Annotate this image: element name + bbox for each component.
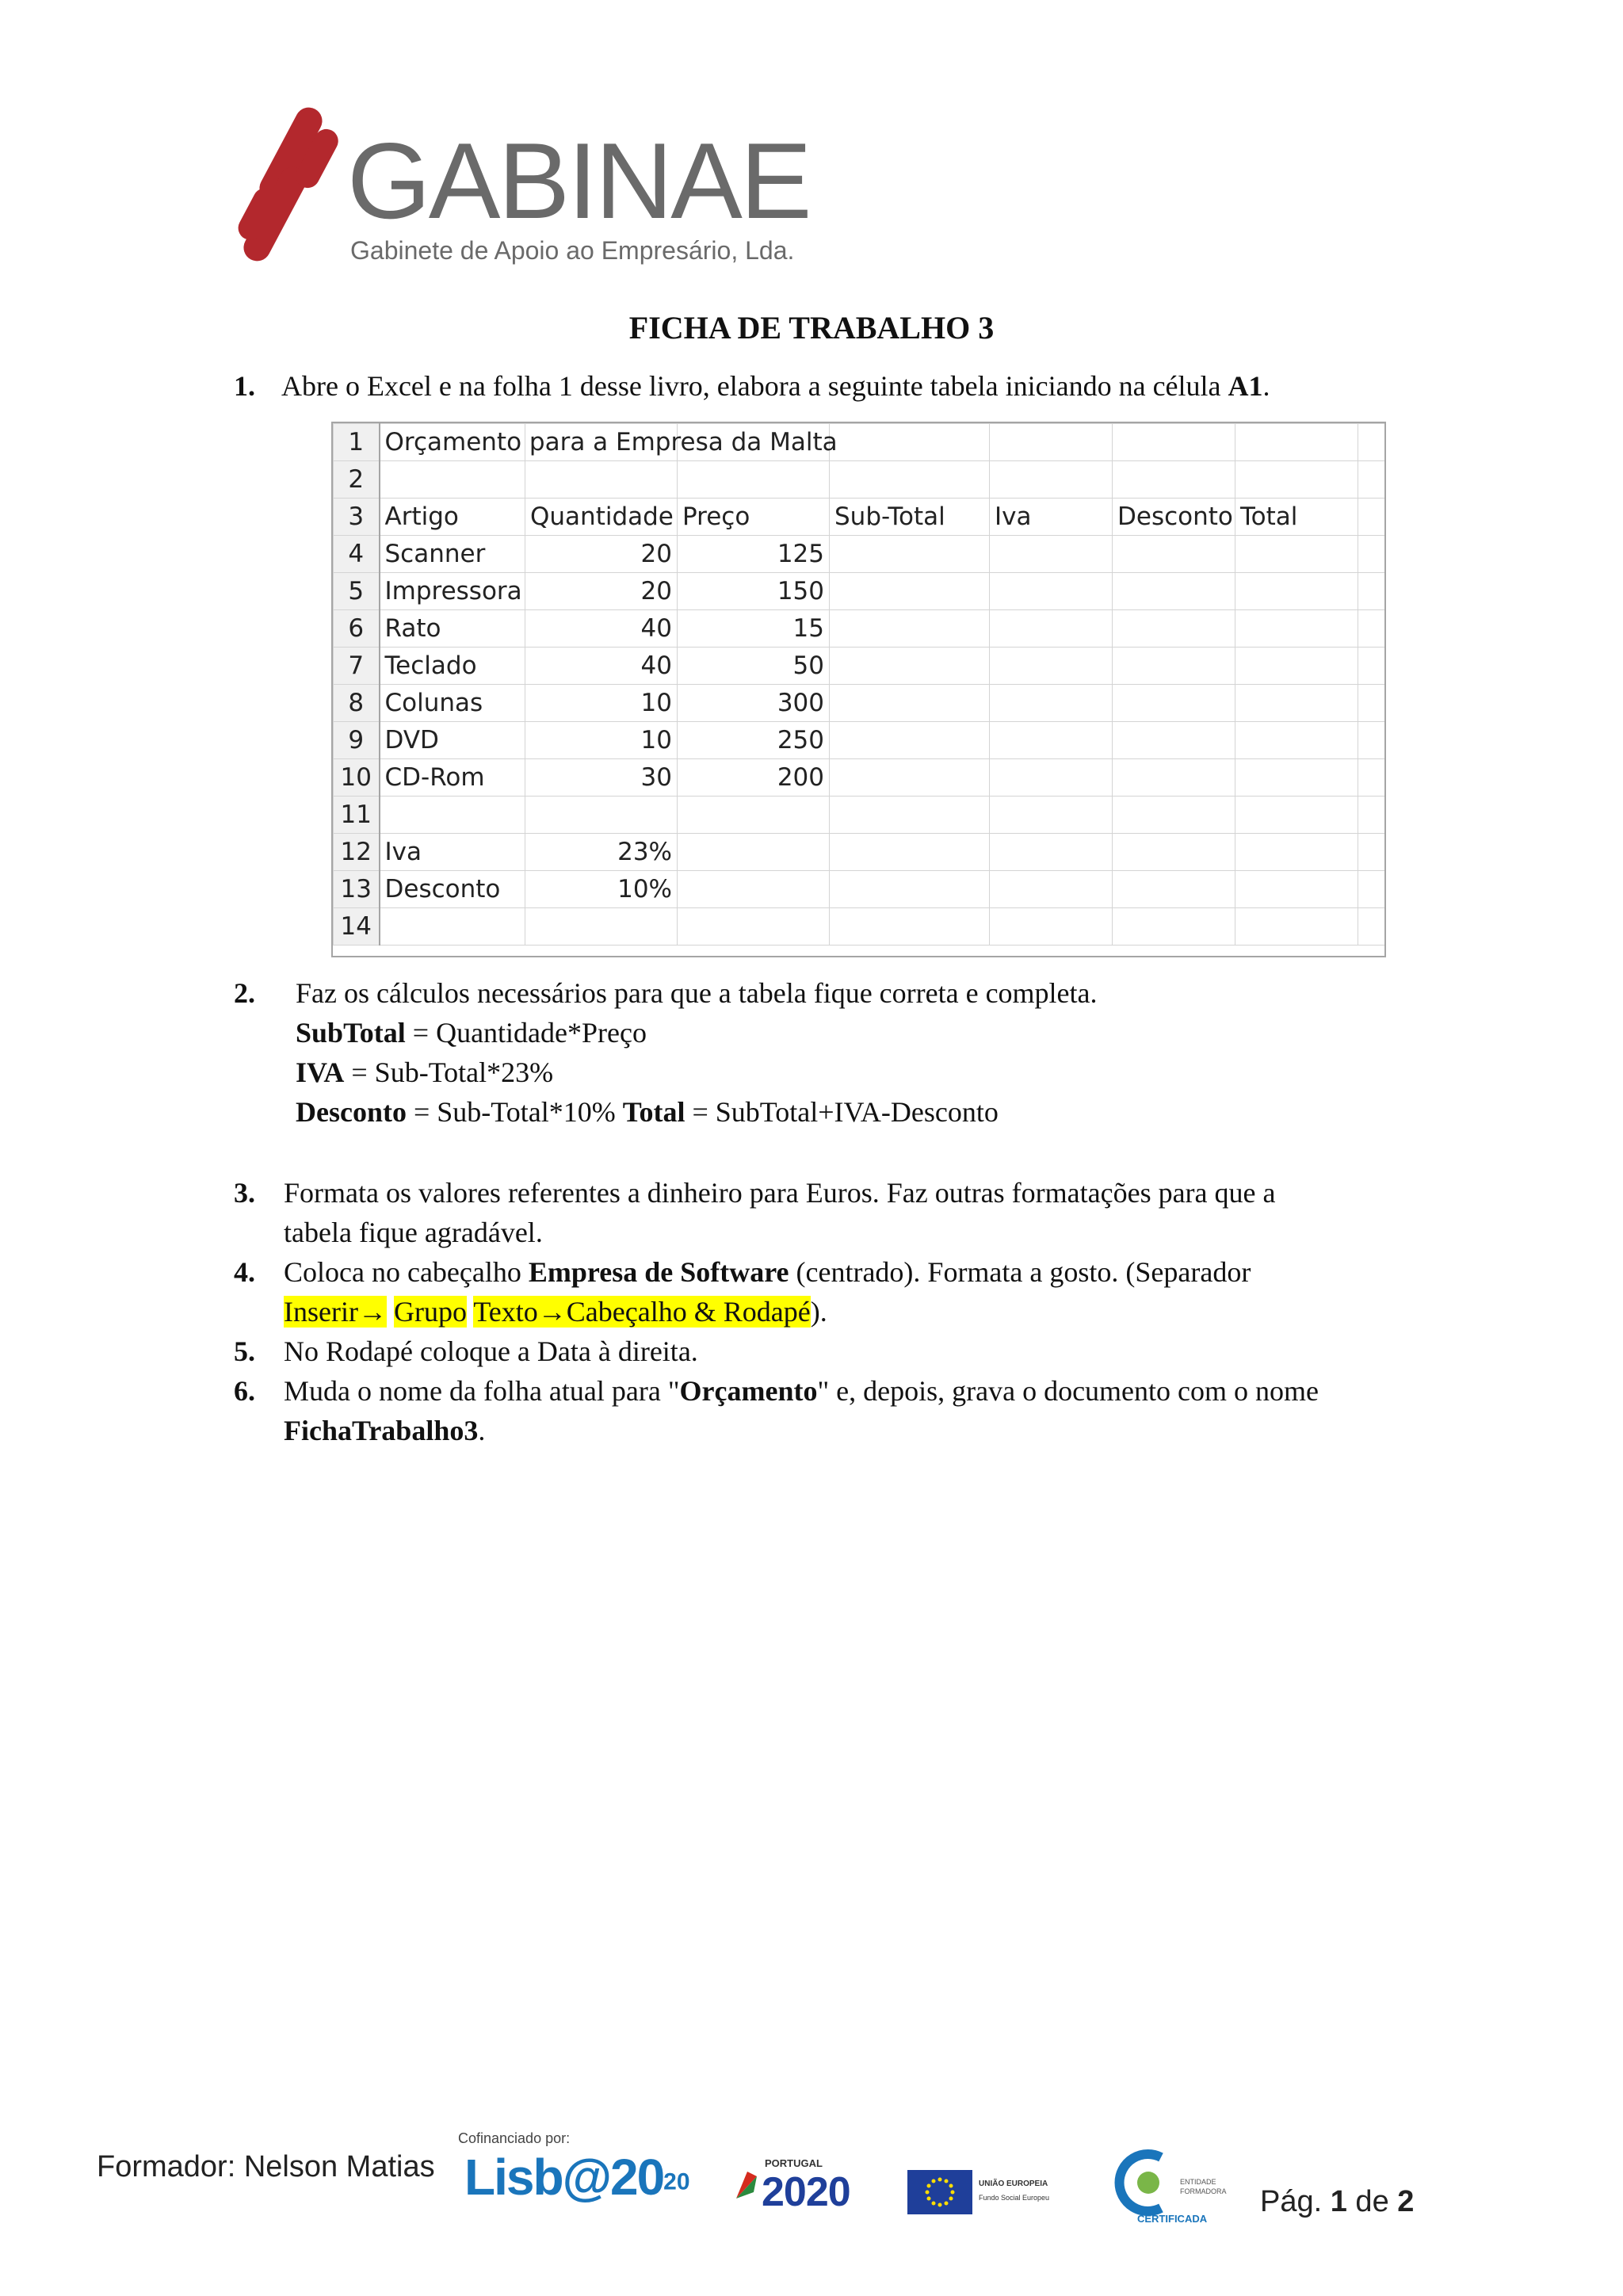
page-total: 2 bbox=[1397, 2185, 1415, 2218]
sheet-cell bbox=[990, 834, 1113, 871]
page-pre: Pág. bbox=[1260, 2185, 1331, 2218]
cert-label-1: ENTIDADE bbox=[1180, 2178, 1216, 2186]
sheet-cell bbox=[678, 834, 830, 871]
sheet-cell bbox=[525, 461, 678, 499]
row-header: 12 bbox=[334, 834, 380, 871]
sheet-cell bbox=[1235, 797, 1358, 834]
sheet-cell bbox=[1113, 610, 1235, 648]
sheet-cell: 50 bbox=[678, 648, 830, 685]
sheet-cell-empty bbox=[1358, 908, 1387, 946]
sheet-cell-empty bbox=[1358, 610, 1387, 648]
sheet-cell bbox=[830, 610, 990, 648]
eu-label-2: Fundo Social Europeu bbox=[979, 2194, 1050, 2202]
sheet-cell: 150 bbox=[678, 573, 830, 610]
sheet-cell: 30 bbox=[525, 759, 678, 797]
item-6-pre: Muda o nome da folha atual para " bbox=[284, 1375, 680, 1407]
sheet-row bbox=[334, 685, 1387, 722]
sheet-cell: 20 bbox=[525, 536, 678, 573]
sheet-cell bbox=[1235, 648, 1358, 685]
row-header: 1 bbox=[334, 424, 380, 461]
sheet-cell bbox=[1235, 871, 1358, 908]
sheet-cell bbox=[1113, 573, 1235, 610]
item-4-end: ). bbox=[810, 1296, 827, 1328]
formula-subtotal-expr: = Quantidade*Preço bbox=[405, 1017, 647, 1049]
sheet-cell: Quantidade bbox=[525, 499, 678, 536]
sheet-cell: Colunas bbox=[380, 685, 525, 722]
item-2-text: Faz os cálculos necessários para que a tabela fique correta e completa. bbox=[296, 977, 1098, 1009]
sheet-cell-empty bbox=[1358, 499, 1387, 536]
sheet-cell: 15 bbox=[678, 610, 830, 648]
sheet-row bbox=[334, 908, 1387, 946]
item-1-pre: Abre o Excel e na folha 1 desse livro, elabora a seguinte tabela iniciando na célula bbox=[281, 370, 1228, 402]
sheet-cell bbox=[990, 871, 1113, 908]
sheet-cell: Sub-Total bbox=[830, 499, 990, 536]
lisboa-2020-logo bbox=[464, 2148, 702, 2219]
sheet-cell bbox=[830, 834, 990, 871]
row-header: 10 bbox=[334, 759, 380, 797]
item-6-end: . bbox=[478, 1415, 486, 1446]
sheet-cell bbox=[1113, 461, 1235, 499]
sheet-cell: Iva bbox=[990, 499, 1113, 536]
formula-iva bbox=[296, 1052, 553, 1092]
sheet-cell: Iva bbox=[380, 834, 525, 871]
sheet-cell bbox=[830, 871, 990, 908]
sheet-cell: Artigo bbox=[380, 499, 525, 536]
highlight-inserir bbox=[284, 1296, 387, 1328]
logo-wordmark: GABINAE bbox=[347, 120, 810, 241]
item-1-text bbox=[281, 366, 1270, 406]
logo-tagline: Gabinete de Apoio ao Empresário, Lda. bbox=[350, 236, 795, 265]
sheet-cell bbox=[1113, 797, 1235, 834]
sheet-cell: 40 bbox=[525, 610, 678, 648]
sheet-cell: 20 bbox=[525, 573, 678, 610]
sheet-cell bbox=[525, 908, 678, 946]
sheet-cell: 10 bbox=[525, 685, 678, 722]
gabinae-logo bbox=[230, 95, 810, 285]
portugal-small-label: PORTUGAL bbox=[765, 2157, 823, 2169]
hl-texto-text: Texto bbox=[473, 1296, 538, 1328]
sheet-row bbox=[334, 759, 1387, 797]
sheet-cell bbox=[678, 461, 830, 499]
sheet-cell bbox=[990, 759, 1113, 797]
row-header: 4 bbox=[334, 536, 380, 573]
sheet-row bbox=[334, 834, 1387, 871]
sheet-row bbox=[334, 871, 1387, 908]
row-header: 2 bbox=[334, 461, 380, 499]
sheet-cell bbox=[830, 536, 990, 573]
item-1-cell: A1 bbox=[1228, 370, 1263, 402]
lisboa-2020-sup: 20 bbox=[663, 2168, 690, 2195]
item-4-pre: Coloca no cabeçalho bbox=[284, 1256, 529, 1288]
sheet-cell bbox=[678, 797, 830, 834]
sheet-cell bbox=[830, 648, 990, 685]
item-5-text: No Rodapé coloque a Data à direita. bbox=[284, 1335, 698, 1367]
sheet-cell: 10% bbox=[525, 871, 678, 908]
sheet-cell: 40 bbox=[525, 648, 678, 685]
sheet-cell-empty bbox=[1358, 461, 1387, 499]
page-mid: de bbox=[1346, 2185, 1398, 2218]
item-2-number: 2. bbox=[234, 977, 255, 1009]
sheet-cell bbox=[1235, 722, 1358, 759]
sheet-cell bbox=[1113, 908, 1235, 946]
sheet-cell bbox=[990, 908, 1113, 946]
page-title: FICHA DE TRABALHO 3 bbox=[628, 310, 995, 346]
sheet-cell: 300 bbox=[678, 685, 830, 722]
item-4-line-1 bbox=[284, 1252, 1251, 1292]
sheet-cell bbox=[1113, 648, 1235, 685]
sheet-cell bbox=[1235, 759, 1358, 797]
item-6-line-1 bbox=[284, 1371, 1319, 1411]
item-3-line-1: Formata os valores referentes a dinheiro para Euros. Faz outras formatações para que a bbox=[284, 1177, 1276, 1209]
sheet-cell bbox=[1235, 424, 1358, 461]
sheet-row bbox=[334, 722, 1387, 759]
item-3-number: 3. bbox=[234, 1177, 255, 1209]
sheet-cell bbox=[678, 908, 830, 946]
sheet-cell bbox=[1235, 573, 1358, 610]
sheet-cell bbox=[1235, 908, 1358, 946]
row-header: 11 bbox=[334, 797, 380, 834]
sheet-cell bbox=[990, 573, 1113, 610]
sheet-cell bbox=[990, 461, 1113, 499]
sheet-cell: Rato bbox=[380, 610, 525, 648]
sheet-cell bbox=[990, 424, 1113, 461]
footer-trainer: Formador: Nelson Matias bbox=[97, 2150, 435, 2183]
page-number bbox=[1260, 2185, 1414, 2219]
sheet-cell bbox=[830, 797, 990, 834]
sheet-cell bbox=[1113, 685, 1235, 722]
sheet-cell: Teclado bbox=[380, 648, 525, 685]
sheet-row bbox=[334, 610, 1387, 648]
sheet-cell bbox=[830, 685, 990, 722]
sheet-cell bbox=[1235, 536, 1358, 573]
hl-inserir-text: Inserir bbox=[284, 1296, 358, 1328]
excel-grid bbox=[333, 423, 1386, 946]
arrow-right-icon: → bbox=[357, 1296, 387, 1328]
sheet-cell-empty bbox=[1358, 573, 1387, 610]
sheet-cell: Desconto bbox=[1113, 499, 1235, 536]
sheet-cell-empty bbox=[1358, 685, 1387, 722]
item-4-bold: Empresa de Software bbox=[528, 1256, 789, 1288]
row-header: 3 bbox=[334, 499, 380, 536]
item-6-bold-1: Orçamento bbox=[679, 1375, 818, 1407]
sheet-cell bbox=[380, 461, 525, 499]
formula-desconto-total bbox=[296, 1092, 999, 1132]
item-1-post: . bbox=[1262, 370, 1270, 402]
sheet-cell bbox=[1235, 461, 1358, 499]
cert-label-2: FORMADORA bbox=[1180, 2187, 1227, 2195]
sheet-cell bbox=[380, 908, 525, 946]
sheet-row bbox=[334, 461, 1387, 499]
formula-desconto-label: Desconto bbox=[296, 1096, 407, 1128]
row-header: 9 bbox=[334, 722, 380, 759]
sheet-cell: 250 bbox=[678, 722, 830, 759]
item-1-number: 1. bbox=[234, 370, 255, 402]
sheet-cell bbox=[830, 424, 990, 461]
portugal-flag-icon bbox=[733, 2168, 760, 2202]
item-4-number: 4. bbox=[234, 1256, 255, 1288]
sheet-row bbox=[334, 499, 1387, 536]
sheet-cell: Orçamento para a Empresa da Malta bbox=[380, 424, 525, 461]
entidade-certificada-logo bbox=[1113, 2146, 1232, 2225]
row-header: 7 bbox=[334, 648, 380, 685]
sheet-cell bbox=[1235, 834, 1358, 871]
row-header: 5 bbox=[334, 573, 380, 610]
sheet-cell: 125 bbox=[678, 536, 830, 573]
sheet-cell-empty bbox=[1358, 759, 1387, 797]
portugal-2020-logo bbox=[733, 2157, 884, 2221]
formula-iva-expr: = Sub-Total*23% bbox=[344, 1056, 554, 1088]
sheet-cell-empty bbox=[1358, 536, 1387, 573]
sheet-cell bbox=[990, 797, 1113, 834]
item-3-line-2: tabela fique agradável. bbox=[284, 1217, 543, 1248]
sheet-cell bbox=[990, 722, 1113, 759]
formula-iva-label: IVA bbox=[296, 1056, 345, 1088]
highlight-texto-cabecalho bbox=[473, 1296, 810, 1328]
row-header: 6 bbox=[334, 610, 380, 648]
formula-desconto-expr: = Sub-Total*10% bbox=[406, 1096, 623, 1128]
sheet-row bbox=[334, 797, 1387, 834]
sheet-cell: 10 bbox=[525, 722, 678, 759]
sheet-cell: CD-Rom bbox=[380, 759, 525, 797]
sheet-cell: Impressora bbox=[380, 573, 525, 610]
item-4-line-2 bbox=[284, 1292, 827, 1331]
sheet-cell bbox=[990, 536, 1113, 573]
sheet-row bbox=[334, 536, 1387, 573]
sheet-cell bbox=[830, 908, 990, 946]
highlight-grupo: Grupo bbox=[393, 1296, 467, 1328]
cert-label-3: CERTIFICADA bbox=[1137, 2213, 1208, 2225]
excel-table-screenshot bbox=[331, 422, 1386, 957]
formula-subtotal-label: SubTotal bbox=[296, 1017, 406, 1049]
sheet-cell: Total bbox=[1235, 499, 1358, 536]
gabinae-logo-mark-icon bbox=[230, 95, 365, 277]
portugal-2020-text: 2020 bbox=[762, 2169, 850, 2215]
page-current: 1 bbox=[1330, 2185, 1347, 2218]
sheet-cell bbox=[1113, 536, 1235, 573]
sheet-cell bbox=[990, 610, 1113, 648]
item-6-number: 6. bbox=[234, 1375, 255, 1407]
cofinanciado-label: Cofinanciado por: bbox=[458, 2130, 571, 2146]
sheet-cell bbox=[990, 648, 1113, 685]
sheet-cell-empty bbox=[1358, 424, 1387, 461]
row-header: 14 bbox=[334, 908, 380, 946]
sheet-cell-empty bbox=[1358, 722, 1387, 759]
lisboa-2020-text: Lisb@20 bbox=[464, 2149, 664, 2206]
sheet-cell bbox=[1113, 871, 1235, 908]
eu-logo bbox=[907, 2170, 1058, 2218]
item-4-post: (centrado). Formata a gosto. (Separador bbox=[789, 1256, 1251, 1288]
sheet-cell bbox=[380, 797, 525, 834]
sheet-cell bbox=[1113, 834, 1235, 871]
item-6-bold-2: FichaTrabalho3 bbox=[284, 1415, 479, 1446]
hl-cabecalho-text: Cabeçalho & Rodapé bbox=[566, 1296, 811, 1328]
sheet-cell: Preço bbox=[678, 499, 830, 536]
eu-label-1: UNIÃO EUROPEIA bbox=[979, 2179, 1048, 2188]
row-header: 8 bbox=[334, 685, 380, 722]
sheet-cell bbox=[830, 461, 990, 499]
sheet-cell bbox=[1113, 759, 1235, 797]
sheet-cell bbox=[1113, 424, 1235, 461]
sheet-cell: DVD bbox=[380, 722, 525, 759]
sheet-cell bbox=[990, 685, 1113, 722]
arrow-right-icon: → bbox=[537, 1296, 567, 1328]
cert-letter bbox=[1115, 2149, 1116, 2150]
sheet-cell: 23% bbox=[525, 834, 678, 871]
sheet-cell bbox=[830, 759, 990, 797]
sheet-cell bbox=[1113, 722, 1235, 759]
formula-subtotal bbox=[296, 1013, 647, 1052]
item-6-mid: " e, depois, grava o documento com o nome bbox=[817, 1375, 1319, 1407]
sheet-cell-empty bbox=[1358, 834, 1387, 871]
sheet-cell: Desconto bbox=[380, 871, 525, 908]
formula-total-expr: = SubTotal+IVA-Desconto bbox=[685, 1096, 999, 1128]
eu-flag-icon bbox=[907, 2170, 972, 2214]
formula-total-label: Total bbox=[622, 1096, 685, 1128]
sheet-cell: Scanner bbox=[380, 536, 525, 573]
sheet-cell: 200 bbox=[678, 759, 830, 797]
sheet-cell bbox=[525, 797, 678, 834]
sheet-cell bbox=[830, 722, 990, 759]
certified-seal-icon bbox=[1113, 2146, 1177, 2222]
sheet-cell bbox=[678, 871, 830, 908]
item-5-number: 5. bbox=[234, 1335, 255, 1367]
sheet-cell bbox=[1235, 685, 1358, 722]
sheet-cell bbox=[1235, 610, 1358, 648]
sheet-cell bbox=[830, 573, 990, 610]
sheet-row bbox=[334, 573, 1387, 610]
sheet-row bbox=[334, 424, 1387, 461]
sheet-row bbox=[334, 648, 1387, 685]
sheet-cell-empty bbox=[1358, 648, 1387, 685]
sheet-cell-empty bbox=[1358, 871, 1387, 908]
sheet-cell-empty bbox=[1358, 797, 1387, 834]
row-header: 13 bbox=[334, 871, 380, 908]
item-6-line-2 bbox=[284, 1411, 485, 1450]
